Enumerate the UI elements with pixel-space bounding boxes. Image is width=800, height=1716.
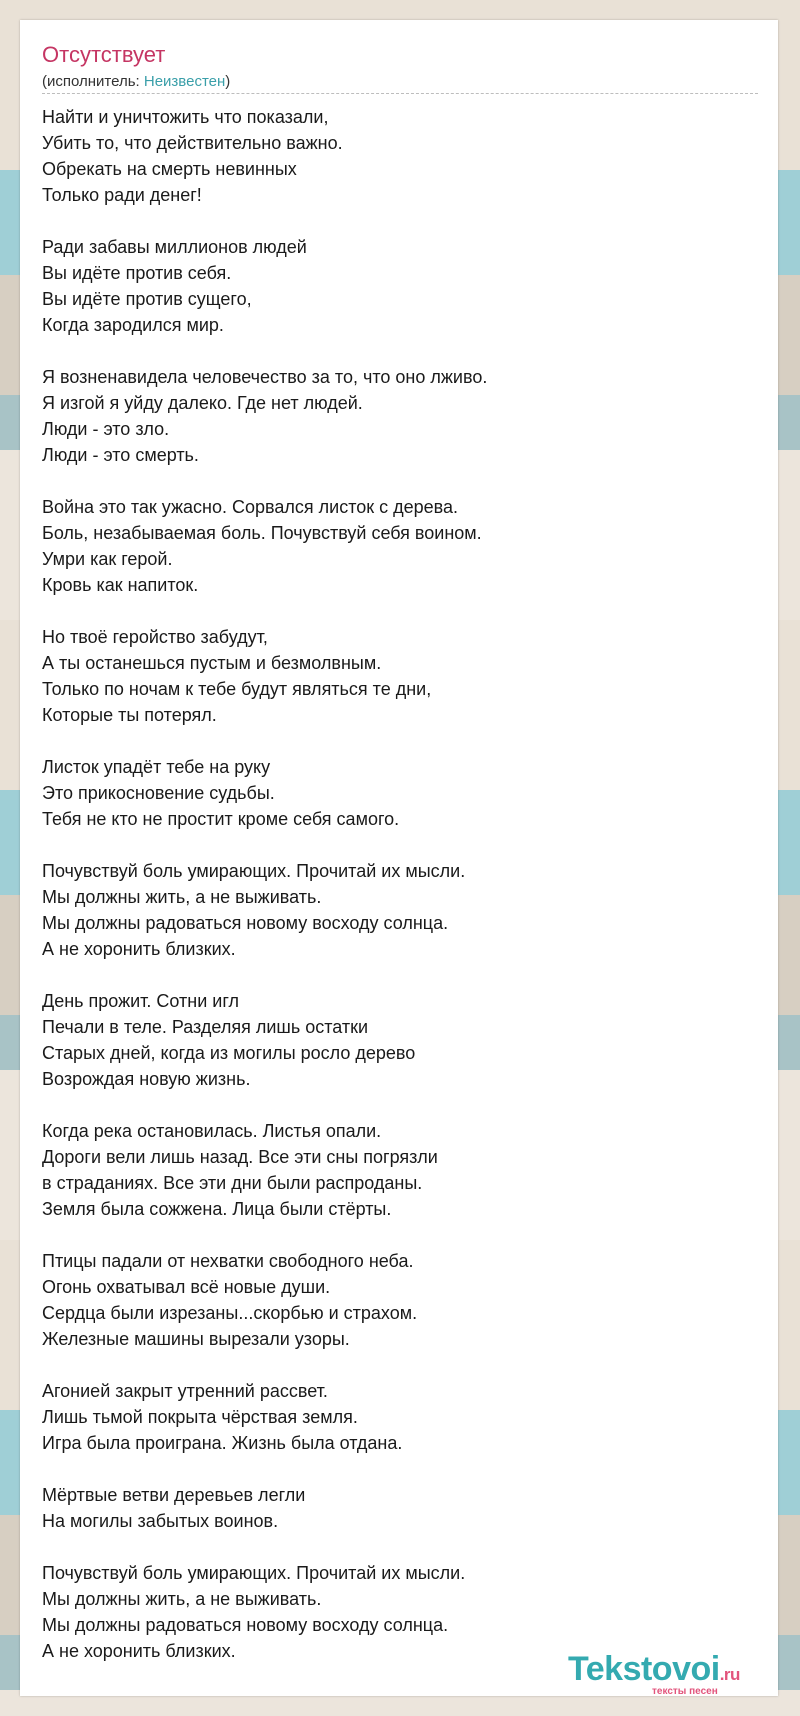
logo-tagline: тексты песен [652,1686,718,1697]
lyrics-stanza [42,1482,758,1534]
lyrics-line: Только по ночам к тебе будут являться те дни, [42,679,432,699]
artist-suffix: ) [225,73,231,90]
lyrics-line: Ради забавы миллионов людей [42,237,307,257]
lyrics-line: Когда река остановилась. Листья опали. [42,1121,382,1141]
lyrics-line: Птицы падали от нехватки свободного неба. [42,1251,414,1271]
logo-name: Tekstovoi [568,1650,720,1688]
lyrics-line: Возрождая новую жизнь. [42,1069,251,1089]
lyrics-stanza [42,364,758,468]
lyrics-line: Дороги вели лишь назад. Все эти сны погрязли [42,1147,438,1167]
artist-link[interactable]: Неизвестен [143,73,226,90]
lyrics-line: Найти и уничтожить что показали, [42,107,329,127]
logo-wordmark [568,1650,740,1689]
site-logo[interactable] [568,1650,768,1698]
lyrics-line: Война это так ужасно. Сорвался листок с дерева. [42,497,459,517]
lyrics-stanza [42,858,758,962]
lyrics-text [42,104,758,1690]
lyrics-stanza [42,1118,758,1222]
lyrics-line: Мы должны жить, а не выживать. [42,887,322,907]
lyrics-line: Сердца были изрезаны...скорбью и страхом. [42,1303,418,1323]
lyrics-line: А ты останешься пустым и безмолвным. [42,653,382,673]
lyrics-line: Мы должны радоваться новому восходу солнца. [42,1615,449,1635]
lyrics-line: Кровь как напиток. [42,575,199,595]
lyrics-line: в страданиях. Все эти дни были распроданы. [42,1173,423,1193]
lyrics-line: Я изгой я уйду далеко. Где нет людей. [42,393,363,413]
lyrics-line: Но твоё геройство забудут, [42,627,268,647]
lyrics-line: Тебя не кто не простит кроме себя самого. [42,809,400,829]
lyrics-line: На могилы забытых воинов. [42,1511,279,1531]
lyrics-line: А не хоронить близких. [42,939,236,959]
lyrics-line: Мы должны жить, а не выживать. [42,1589,322,1609]
lyrics-line: Почувствуй боль умирающих. Прочитай их мысли. [42,1563,466,1583]
artist-line [42,73,230,90]
lyrics-stanza [42,1248,758,1352]
lyrics-line: Огонь охватывал всё новые души. [42,1277,331,1297]
title-divider [42,93,758,94]
artist-prefix: (исполнитель: [42,73,144,90]
song-title: Отсутствует [42,42,166,67]
lyrics-line: Старых дней, когда из могилы росло дерево [42,1043,416,1063]
lyrics-line: Которые ты потерял. [42,705,217,725]
lyrics-line: Убить то, что действительно важно. [42,133,343,153]
lyrics-stanza [42,1378,758,1456]
lyrics-line: Вы идёте против себя. [42,263,232,283]
logo-tld: .ru [719,1665,740,1684]
lyrics-line: Почувствуй боль умирающих. Прочитай их мысли. [42,861,466,881]
lyrics-stanza [42,494,758,598]
lyrics-line: Мёртвые ветви деревьев легли [42,1485,306,1505]
lyrics-line: А не хоронить близких. [42,1641,236,1661]
lyrics-line: Обрекать на смерть невинных [42,159,297,179]
lyrics-line: Земля была сожжена. Лица были стёрты. [42,1199,392,1219]
lyrics-line: Железные машины вырезали узоры. [42,1329,350,1349]
lyrics-stanza [42,104,758,208]
lyrics-stanza [42,988,758,1092]
lyrics-line: Люди - это зло. [42,419,170,439]
lyrics-line: Люди - это смерть. [42,445,199,465]
lyrics-stanza [42,1560,758,1664]
lyrics-line: Мы должны радоваться новому восходу солнца. [42,913,449,933]
lyrics-stanza [42,624,758,728]
lyrics-line: Я возненавидела человечество за то, что оно лживо. [42,367,488,387]
lyrics-line: Лишь тьмой покрыта чёрствая земля. [42,1407,358,1427]
lyrics-stanza [42,234,758,338]
lyrics-line: Это прикосновение судьбы. [42,783,275,803]
lyrics-line: Только ради денег! [42,185,202,205]
lyrics-line: Боль, незабываемая боль. Почувствуй себя воином. [42,523,482,543]
lyrics-line: Когда зародился мир. [42,315,224,335]
lyrics-line: Вы идёте против сущего, [42,289,252,309]
lyrics-line: Игра была проиграна. Жизнь была отдана. [42,1433,403,1453]
lyrics-line: День прожит. Сотни игл [42,991,240,1011]
lyrics-line: Агонией закрыт утренний рассвет. [42,1381,328,1401]
lyrics-line: Печали в теле. Разделяя лишь остатки [42,1017,369,1037]
lyrics-line: Умри как герой. [42,549,173,569]
lyrics-stanza [42,754,758,832]
lyrics-line: Листок упадёт тебе на руку [42,757,271,777]
